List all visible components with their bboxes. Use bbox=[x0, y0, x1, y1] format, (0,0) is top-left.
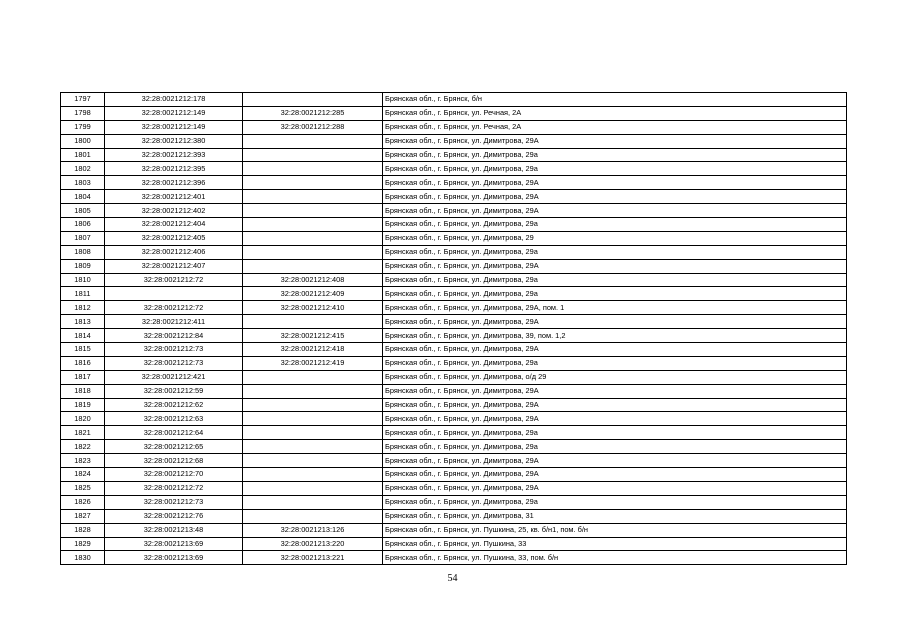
row-number-cell: 1828 bbox=[61, 523, 105, 537]
address-cell: Брянская обл., г. Брянск, ул. Димитрова, 39, пом. 1,2 bbox=[383, 329, 847, 343]
cadastral-number-cell: 32:28:0021212:411 bbox=[105, 315, 243, 329]
address-cell: Брянская обл., г. Брянск, ул. Димитрова, 29а bbox=[383, 273, 847, 287]
address-cell: Брянская обл., г. Брянск, ул. Димитрова, 29А bbox=[383, 176, 847, 190]
related-cadastral-number-cell: 32:28:0021212:418 bbox=[243, 343, 383, 357]
cadastral-number-cell: 32:28:0021212:64 bbox=[105, 426, 243, 440]
address-cell: Брянская обл., г. Брянск, ул. Димитрова, 29а bbox=[383, 287, 847, 301]
address-cell: Брянская обл., г. Брянск, ул. Димитрова, 29А bbox=[383, 481, 847, 495]
row-number-cell: 1810 bbox=[61, 273, 105, 287]
table-row bbox=[61, 245, 847, 259]
address-cell: Брянская обл., г. Брянск, ул. Димитрова, 29а bbox=[383, 148, 847, 162]
cadastral-number-cell: 32:28:0021213:48 bbox=[105, 523, 243, 537]
row-number-cell: 1823 bbox=[61, 454, 105, 468]
cadastral-number-cell: 32:28:0021212:84 bbox=[105, 329, 243, 343]
table-row bbox=[61, 287, 847, 301]
row-number-cell: 1811 bbox=[61, 287, 105, 301]
table-row bbox=[61, 93, 847, 107]
table-row bbox=[61, 190, 847, 204]
cadastral-number-cell: 32:28:0021212:72 bbox=[105, 273, 243, 287]
related-cadastral-number-cell bbox=[243, 481, 383, 495]
row-number-cell: 1827 bbox=[61, 509, 105, 523]
row-number-cell: 1817 bbox=[61, 370, 105, 384]
cadastral-number-cell: 32:28:0021212:396 bbox=[105, 176, 243, 190]
row-number-cell: 1826 bbox=[61, 495, 105, 509]
related-cadastral-number-cell: 32:28:0021212:419 bbox=[243, 356, 383, 370]
address-cell: Брянская обл., г. Брянск, ул. Димитрова, 29А, пом. 1 bbox=[383, 301, 847, 315]
row-number-cell: 1797 bbox=[61, 93, 105, 107]
address-cell: Брянская обл., г. Брянск, б/н bbox=[383, 93, 847, 107]
related-cadastral-number-cell bbox=[243, 245, 383, 259]
cadastral-number-cell: 32:28:0021212:395 bbox=[105, 162, 243, 176]
row-number-cell: 1808 bbox=[61, 245, 105, 259]
related-cadastral-number-cell: 32:28:0021213:126 bbox=[243, 523, 383, 537]
related-cadastral-number-cell bbox=[243, 370, 383, 384]
table-row bbox=[61, 495, 847, 509]
address-cell: Брянская обл., г. Брянск, ул. Димитрова, 29А bbox=[383, 259, 847, 273]
related-cadastral-number-cell bbox=[243, 162, 383, 176]
table-row bbox=[61, 259, 847, 273]
page-number: 54 bbox=[447, 573, 458, 584]
cadastral-number-cell: 32:28:0021212:70 bbox=[105, 468, 243, 482]
row-number-cell: 1815 bbox=[61, 343, 105, 357]
row-number-cell: 1801 bbox=[61, 148, 105, 162]
related-cadastral-number-cell bbox=[243, 440, 383, 454]
table-row bbox=[61, 537, 847, 551]
cadastral-number-cell: 32:28:0021212:407 bbox=[105, 259, 243, 273]
cadastral-number-cell: 32:28:0021212:405 bbox=[105, 231, 243, 245]
related-cadastral-number-cell: 32:28:0021212:415 bbox=[243, 329, 383, 343]
related-cadastral-number-cell bbox=[243, 259, 383, 273]
related-cadastral-number-cell bbox=[243, 218, 383, 232]
row-number-cell: 1813 bbox=[61, 315, 105, 329]
table-row bbox=[61, 384, 847, 398]
related-cadastral-number-cell: 32:28:0021212:409 bbox=[243, 287, 383, 301]
address-cell: Брянская обл., г. Брянск, ул. Димитрова, 29А bbox=[383, 315, 847, 329]
address-cell: Брянская обл., г. Брянск, ул. Димитрова, 29а bbox=[383, 218, 847, 232]
related-cadastral-number-cell: 32:28:0021213:221 bbox=[243, 551, 383, 565]
table-row bbox=[61, 106, 847, 120]
table-row bbox=[61, 509, 847, 523]
related-cadastral-number-cell bbox=[243, 454, 383, 468]
table-row bbox=[61, 315, 847, 329]
cadastral-number-cell bbox=[105, 287, 243, 301]
address-cell: Брянская обл., г. Брянск, ул. Димитрова, 29а bbox=[383, 356, 847, 370]
related-cadastral-number-cell bbox=[243, 426, 383, 440]
table-row bbox=[61, 370, 847, 384]
cadastral-number-cell: 32:28:0021212:380 bbox=[105, 134, 243, 148]
related-cadastral-number-cell bbox=[243, 315, 383, 329]
table-row bbox=[61, 440, 847, 454]
address-cell: Брянская обл., г. Брянск, ул. Димитрова, 29А bbox=[383, 384, 847, 398]
row-number-cell: 1804 bbox=[61, 190, 105, 204]
cadastral-number-cell: 32:28:0021212:76 bbox=[105, 509, 243, 523]
table-row bbox=[61, 426, 847, 440]
address-cell: Брянская обл., г. Брянск, ул. Пушкина, 25, кв. б/н1, пом. б/н bbox=[383, 523, 847, 537]
address-cell: Брянская обл., г. Брянск, ул. Димитрова, 29а bbox=[383, 440, 847, 454]
related-cadastral-number-cell bbox=[243, 495, 383, 509]
related-cadastral-number-cell bbox=[243, 384, 383, 398]
row-number-cell: 1803 bbox=[61, 176, 105, 190]
row-number-cell: 1816 bbox=[61, 356, 105, 370]
table-row bbox=[61, 454, 847, 468]
address-cell: Брянская обл., г. Брянск, ул. Димитрова, 29А bbox=[383, 412, 847, 426]
related-cadastral-number-cell bbox=[243, 176, 383, 190]
cadastral-registry-table bbox=[60, 92, 847, 565]
table-row bbox=[61, 551, 847, 565]
row-number-cell: 1814 bbox=[61, 329, 105, 343]
related-cadastral-number-cell: 32:28:0021212:408 bbox=[243, 273, 383, 287]
cadastral-number-cell: 32:28:0021213:69 bbox=[105, 551, 243, 565]
table-body bbox=[61, 93, 847, 565]
related-cadastral-number-cell bbox=[243, 148, 383, 162]
cadastral-number-cell: 32:28:0021212:73 bbox=[105, 356, 243, 370]
address-cell: Брянская обл., г. Брянск, ул. Димитрова, 29а bbox=[383, 495, 847, 509]
row-number-cell: 1798 bbox=[61, 106, 105, 120]
related-cadastral-number-cell bbox=[243, 412, 383, 426]
address-cell: Брянская обл., г. Брянск, ул. Димитрова, 31 bbox=[383, 509, 847, 523]
table-row bbox=[61, 120, 847, 134]
row-number-cell: 1806 bbox=[61, 218, 105, 232]
row-number-cell: 1799 bbox=[61, 120, 105, 134]
cadastral-number-cell: 32:28:0021212:59 bbox=[105, 384, 243, 398]
table-row bbox=[61, 301, 847, 315]
row-number-cell: 1819 bbox=[61, 398, 105, 412]
table-row bbox=[61, 398, 847, 412]
address-cell: Брянская обл., г. Брянск, ул. Димитрова, 29а bbox=[383, 162, 847, 176]
cadastral-number-cell: 32:28:0021212:149 bbox=[105, 120, 243, 134]
cadastral-number-cell: 32:28:0021212:62 bbox=[105, 398, 243, 412]
address-cell: Брянская обл., г. Брянск, ул. Димитрова, 29а bbox=[383, 245, 847, 259]
address-cell: Брянская обл., г. Брянск, ул. Пушкина, 33, пом. б/н bbox=[383, 551, 847, 565]
row-number-cell: 1812 bbox=[61, 301, 105, 315]
cadastral-number-cell: 32:28:0021212:63 bbox=[105, 412, 243, 426]
table-row bbox=[61, 134, 847, 148]
row-number-cell: 1818 bbox=[61, 384, 105, 398]
table-row bbox=[61, 356, 847, 370]
table-row bbox=[61, 343, 847, 357]
row-number-cell: 1821 bbox=[61, 426, 105, 440]
related-cadastral-number-cell bbox=[243, 468, 383, 482]
row-number-cell: 1809 bbox=[61, 259, 105, 273]
table-row bbox=[61, 162, 847, 176]
related-cadastral-number-cell: 32:28:0021213:220 bbox=[243, 537, 383, 551]
related-cadastral-number-cell: 32:28:0021212:410 bbox=[243, 301, 383, 315]
address-cell: Брянская обл., г. Брянск, ул. Речная, 2А bbox=[383, 106, 847, 120]
address-cell: Брянская обл., г. Брянск, ул. Димитрова, 29А bbox=[383, 134, 847, 148]
address-cell: Брянская обл., г. Брянск, ул. Димитрова, 29А bbox=[383, 343, 847, 357]
address-cell: Брянская обл., г. Брянск, ул. Речная, 2А bbox=[383, 120, 847, 134]
row-number-cell: 1825 bbox=[61, 481, 105, 495]
cadastral-number-cell: 32:28:0021213:69 bbox=[105, 537, 243, 551]
cadastral-number-cell: 32:28:0021212:404 bbox=[105, 218, 243, 232]
cadastral-number-cell: 32:28:0021212:73 bbox=[105, 343, 243, 357]
cadastral-number-cell: 32:28:0021212:65 bbox=[105, 440, 243, 454]
table-row bbox=[61, 148, 847, 162]
table-row bbox=[61, 204, 847, 218]
cadastral-number-cell: 32:28:0021212:72 bbox=[105, 301, 243, 315]
table-row bbox=[61, 523, 847, 537]
table-row bbox=[61, 231, 847, 245]
related-cadastral-number-cell bbox=[243, 190, 383, 204]
address-cell: Брянская обл., г. Брянск, ул. Димитрова, 29А bbox=[383, 454, 847, 468]
related-cadastral-number-cell: 32:28:0021212:285 bbox=[243, 106, 383, 120]
related-cadastral-number-cell bbox=[243, 231, 383, 245]
table-row bbox=[61, 329, 847, 343]
cadastral-number-cell: 32:28:0021212:393 bbox=[105, 148, 243, 162]
row-number-cell: 1822 bbox=[61, 440, 105, 454]
table-row bbox=[61, 218, 847, 232]
related-cadastral-number-cell bbox=[243, 204, 383, 218]
address-cell: Брянская обл., г. Брянск, ул. Димитрова, 29а bbox=[383, 426, 847, 440]
row-number-cell: 1805 bbox=[61, 204, 105, 218]
cadastral-number-cell: 32:28:0021212:73 bbox=[105, 495, 243, 509]
cadastral-number-cell: 32:28:0021212:406 bbox=[105, 245, 243, 259]
address-cell: Брянская обл., г. Брянск, ул. Димитрова, 29А bbox=[383, 468, 847, 482]
table-row bbox=[61, 468, 847, 482]
cadastral-number-cell: 32:28:0021212:72 bbox=[105, 481, 243, 495]
table-row bbox=[61, 176, 847, 190]
cadastral-number-cell: 32:28:0021212:178 bbox=[105, 93, 243, 107]
cadastral-number-cell: 32:28:0021212:68 bbox=[105, 454, 243, 468]
row-number-cell: 1820 bbox=[61, 412, 105, 426]
cadastral-number-cell: 32:28:0021212:421 bbox=[105, 370, 243, 384]
table-row bbox=[61, 481, 847, 495]
address-cell: Брянская обл., г. Брянск, ул. Димитрова, 29А bbox=[383, 190, 847, 204]
table-row bbox=[61, 412, 847, 426]
related-cadastral-number-cell bbox=[243, 509, 383, 523]
table-row bbox=[61, 273, 847, 287]
related-cadastral-number-cell bbox=[243, 398, 383, 412]
row-number-cell: 1807 bbox=[61, 231, 105, 245]
cadastral-number-cell: 32:28:0021212:149 bbox=[105, 106, 243, 120]
address-cell: Брянская обл., г. Брянск, ул. Димитрова, о/д 29 bbox=[383, 370, 847, 384]
row-number-cell: 1824 bbox=[61, 468, 105, 482]
row-number-cell: 1802 bbox=[61, 162, 105, 176]
related-cadastral-number-cell bbox=[243, 93, 383, 107]
row-number-cell: 1829 bbox=[61, 537, 105, 551]
related-cadastral-number-cell bbox=[243, 134, 383, 148]
row-number-cell: 1800 bbox=[61, 134, 105, 148]
address-cell: Брянская обл., г. Брянск, ул. Пушкина, 33 bbox=[383, 537, 847, 551]
address-cell: Брянская обл., г. Брянск, ул. Димитрова, 29А bbox=[383, 204, 847, 218]
row-number-cell: 1830 bbox=[61, 551, 105, 565]
related-cadastral-number-cell: 32:28:0021212:288 bbox=[243, 120, 383, 134]
address-cell: Брянская обл., г. Брянск, ул. Димитрова, 29А bbox=[383, 398, 847, 412]
cadastral-number-cell: 32:28:0021212:401 bbox=[105, 190, 243, 204]
cadastral-number-cell: 32:28:0021212:402 bbox=[105, 204, 243, 218]
address-cell: Брянская обл., г. Брянск, ул. Димитрова, 29 bbox=[383, 231, 847, 245]
